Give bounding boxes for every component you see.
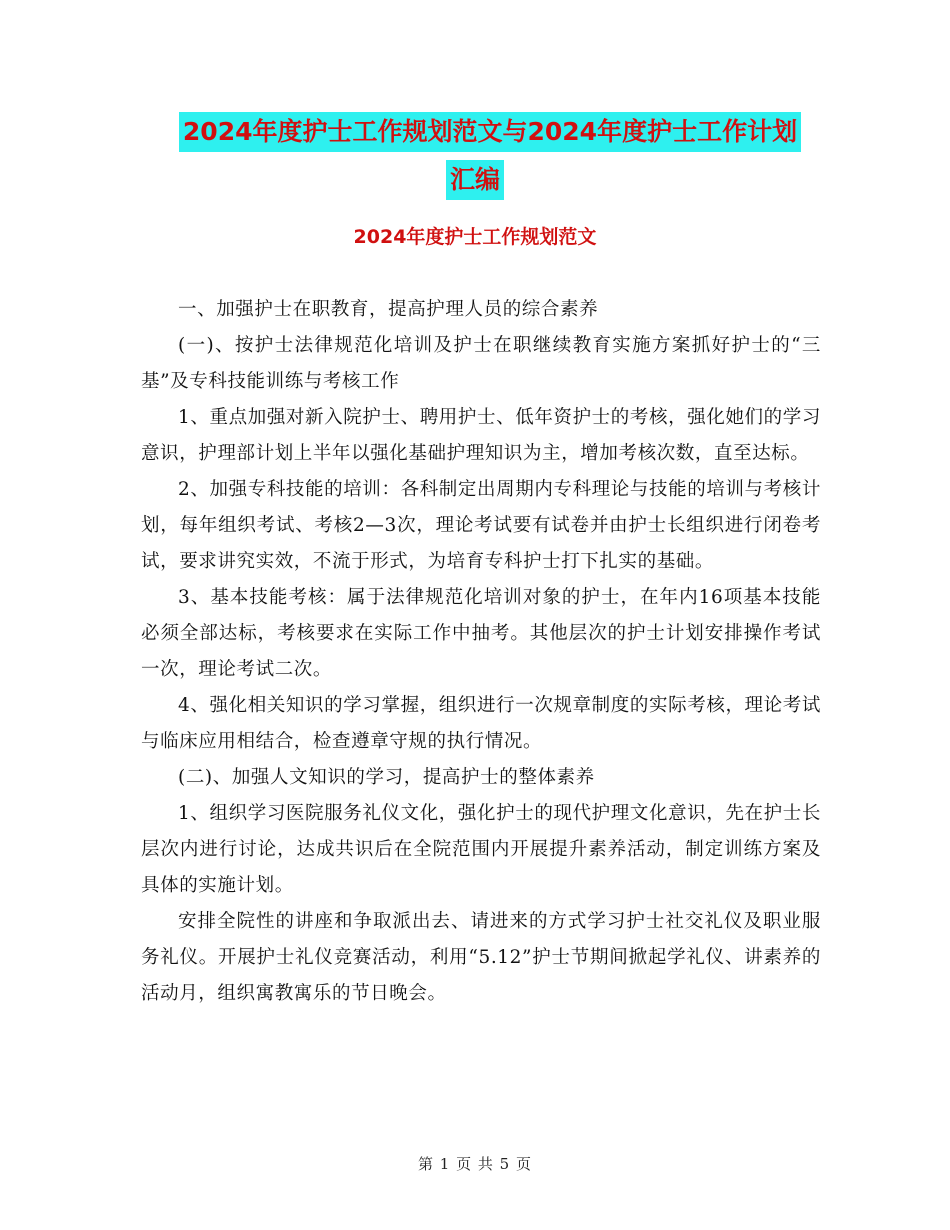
title-line-1: 2024年度护士工作规划范文与2024年度护士工作计划 <box>179 112 801 152</box>
paragraph-1: 一、加强护士在职教育，提高护理人员的综合素养 <box>178 299 599 320</box>
title-line-2: 汇编 <box>446 160 504 200</box>
paragraph-4: 2、加强专科技能的培训：各科制定出周期内专科理论与技能的培训与考核计划，每年组织考试、考核2—3次，理论考试要有试卷并由护士长组织进行闭卷考试，要求讲究实效，不流于形式，为培育专科护士打下扎实的基础。 <box>141 479 821 572</box>
paragraph-2: (一)、按护士法律规范化培训及护士在职继续教育实施方案抓好护士的“三基”及专科技能训练与考核工作 <box>141 335 821 392</box>
paragraph-7: (二)、加强人文知识的学习，提高护士的整体素养 <box>178 767 595 788</box>
paragraph-5: 3、基本技能考核：属于法律规范化培训对象的护士，在年内16项基本技能必须全部达标，考核要求在实际工作中抽考。其他层次的护士计划安排操作考试一次，理论考试二次。 <box>141 587 821 680</box>
document-body <box>141 292 821 1012</box>
paragraph-3: 1、重点加强对新入院护士、聘用护士、低年资护士的考核，强化她们的学习意识，护理部计划上半年以强化基础护理知识为主，增加考核次数，直至达标。 <box>141 407 821 464</box>
page-number: 第 1 页 共 5 页 <box>418 1155 532 1173</box>
paragraph-8: 1、组织学习医院服务礼仪文化，强化护士的现代护理文化意识，先在护士长层次内进行讨论，达成共识后在全院范围内开展提升素养活动，制定训练方案及具体的实施计划。 <box>141 803 821 896</box>
section-title: 2024年度护士工作规划范文 <box>353 226 597 248</box>
paragraph-9: 安排全院性的讲座和争取派出去、请进来的方式学习护士社交礼仪及职业服务礼仪。开展护士礼仪竞赛活动，利用“5.12”护士节期间掀起学礼仪、讲素养的活动月，组织寓教寓乐的节日晚会。 <box>141 911 821 1004</box>
document-title <box>0 112 950 200</box>
paragraph-6: 4、强化相关知识的学习掌握，组织进行一次规章制度的实际考核，理论考试与临床应用相结合，检查遵章守规的执行情况。 <box>141 695 821 752</box>
